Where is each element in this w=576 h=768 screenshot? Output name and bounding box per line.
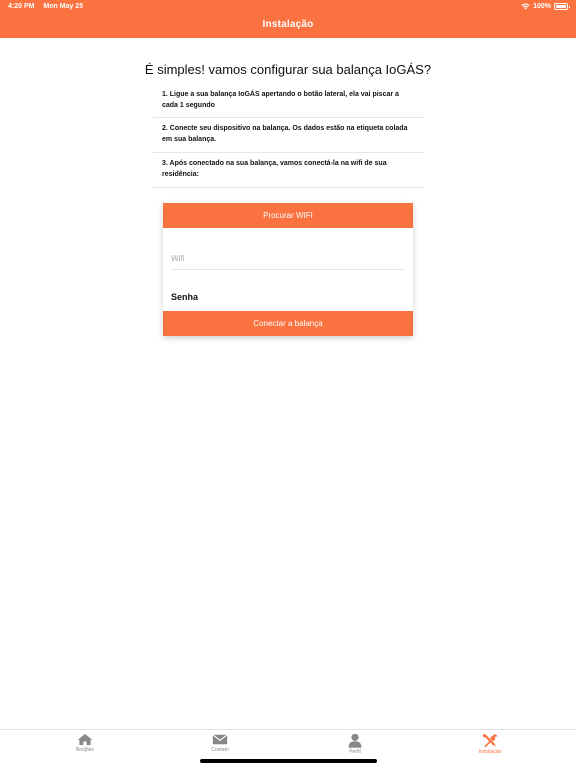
home-indicator: [200, 759, 377, 763]
tab-label: Contato: [211, 747, 229, 753]
setup-heading: É simples! vamos configurar sua balança IoGÁS?: [144, 62, 432, 77]
tools-icon: [482, 733, 498, 748]
page-title: Instalação: [262, 19, 314, 30]
battery-percentage: 100%: [533, 3, 551, 10]
person-icon: [347, 733, 363, 748]
step-3: 3. Após conectado na sua balança, vamos conectá-la na wifi de sua residência:: [153, 153, 424, 188]
setup-steps-list: [153, 84, 424, 188]
search-wifi-button[interactable]: Procurar WIFI: [163, 203, 413, 228]
status-date: Mon May 25: [43, 3, 84, 10]
wifi-input[interactable]: [171, 248, 405, 270]
status-bar: [0, 0, 576, 14]
tab-botijoes[interactable]: [45, 733, 125, 753]
step-2: 2. Conecte seu dispositivo na balança. Os dados estão na etiqueta colada em sua balança.: [153, 118, 424, 153]
step-1: 1. Ligue a sua balança IoGÁS apertando o botão lateral, ela vai piscar a cada 1 segundo: [153, 84, 424, 118]
wifi-icon: [521, 3, 530, 10]
tab-instalacao[interactable]: [450, 733, 530, 755]
tab-label: Botijões: [76, 747, 94, 753]
connect-scale-button[interactable]: Conectar a balança: [163, 311, 413, 336]
status-left: [8, 3, 90, 10]
tab-perfil[interactable]: [315, 733, 395, 755]
tab-contato[interactable]: [180, 733, 260, 753]
password-field[interactable]: Senha: [171, 292, 199, 302]
wifi-config-card: [163, 203, 413, 336]
tab-label: Instalação: [478, 749, 502, 755]
status-right: [521, 3, 568, 10]
status-time: 4:20 PM: [8, 3, 35, 10]
battery-icon: [554, 3, 568, 10]
app-header: [0, 0, 576, 38]
envelope-icon: [212, 733, 228, 746]
tab-label: Perfil: [349, 749, 361, 755]
home-icon: [77, 733, 93, 746]
